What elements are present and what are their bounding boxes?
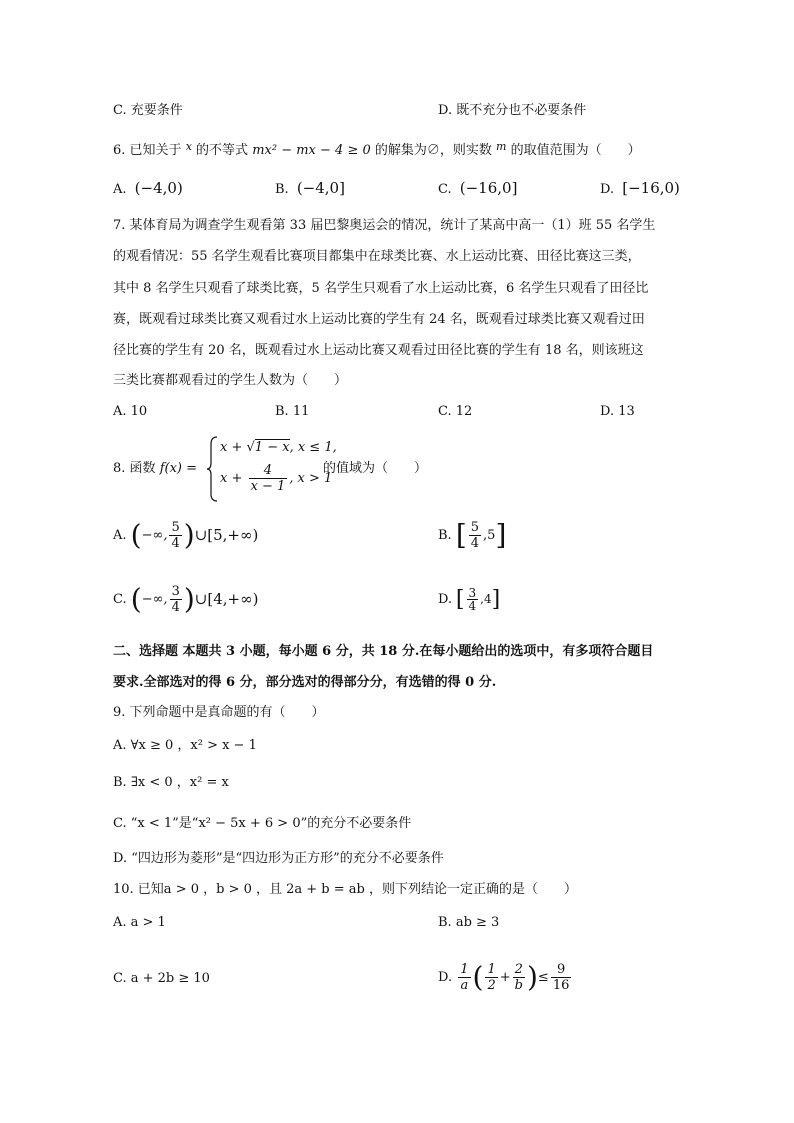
q7-line: 的观看情况：55 名学生观看比赛项目都集中在球类比赛、水上运动比赛、田径比赛这三类， (113, 249, 641, 264)
q8-option-c-right: ∪[4,+∞) (194, 590, 259, 608)
q10-d-n3: 2 (513, 962, 525, 978)
q7-line: 其中 8 名学生只观看了球类比赛，5 名学生只观看了水上运动比赛，6 名学生只观看了田径比 (113, 281, 649, 296)
q6-option-b (275, 179, 345, 199)
q8-case1-b: , x ≤ 1, (289, 440, 337, 455)
q6-prefix: 6. 已知关于 (113, 143, 182, 158)
q8-option-a-right: ∪[5,+∞) (194, 526, 259, 544)
q8-option-d: D. [ $\frac{3}{4}$ ,4] (438, 586, 501, 613)
q8-func: f(x) = (159, 461, 197, 476)
q6-option-c-value: (−16,0] (459, 179, 518, 197)
q8-suffix: 的值域为（ ） (323, 461, 428, 476)
q8-prefix (113, 460, 197, 478)
q7-line: 径比赛的学生有 20 名，既观看过水上运动比赛又观看过田径比赛的学生有 18 名，则该班这 (113, 343, 644, 358)
q6-option-a-label: A. (113, 182, 127, 197)
q8-option-a-left: −∞, (141, 528, 168, 543)
q10-d-le: ≤ (537, 970, 549, 985)
q8-option-d-den: 4 (468, 599, 477, 613)
q8-case1-sqrt: 1 − x (254, 440, 290, 455)
q5-option-c: C. 充要条件 (113, 103, 183, 118)
q9-stem: 9. 下列命题中是真命题的有（ ） (113, 705, 325, 720)
q8-option-c-label: C. (113, 592, 127, 607)
q6-option-c (438, 179, 517, 199)
q8-option-b-den: 4 (470, 536, 480, 551)
q8-case-2 (220, 463, 332, 494)
q9-option-c: C. “x < 1”是“x² − 5x + 6 > 0”的充分不必要条件 (113, 816, 412, 831)
q8-option-b-right: ,5 (483, 528, 496, 543)
q6-inequality: mx² − mx − 4 ≥ 0 (252, 143, 371, 158)
q6-option-b-label: B. (275, 182, 289, 197)
q8-case2-num: 4 (249, 463, 288, 479)
q8-option-d-num: 3 (468, 586, 477, 600)
q6-var-x: x (185, 140, 192, 153)
q10-d-d3: b (514, 978, 523, 993)
q10-d-d1: a (460, 978, 469, 993)
q8-option-c-num: 3 (171, 584, 180, 599)
q7-line: 三类比赛都观看过的学生人数为（ ） (113, 373, 348, 388)
q8-prefix-text: 8. 函数 (113, 461, 156, 476)
q10-d-plus: + (499, 970, 511, 985)
q6-option-a (113, 179, 183, 199)
q10-d-n2: 1 (487, 962, 496, 977)
q6-suffix2: 的取值范围为（ ） (510, 143, 641, 158)
q8-case2-b: , x > 1 (289, 471, 333, 486)
q8-case2-a: x + (220, 471, 247, 486)
q8-option-c: C. (−∞, $\frac{3}{4}$ )∪[4,+∞) (113, 582, 259, 616)
q10-option-d: D. $\frac{1}{a}$ ( $\frac{1}{2}$ + $\frac{2}{b}$ )≤ $\frac{9}{16}$ (438, 960, 570, 994)
q6-var-m: m (496, 140, 507, 153)
q7-option-b: B. 11 (275, 404, 310, 419)
q6-option-c-label: C. (438, 182, 452, 197)
q8-option-c-left: −∞, (141, 592, 168, 607)
q10-option-a: A. a > 1 (113, 915, 166, 930)
q10-d-n4: 9 (551, 962, 572, 978)
q6-option-b-value: (−4,0] (296, 179, 345, 197)
q8-case2-den: x − 1 (250, 479, 286, 494)
q6-suffix1: 的解集为∅，则实数 (374, 143, 492, 158)
section2-heading-line1: 二、选择题 本题共 3 小题，每小题 6 分，共 18 分.在每小题给出的选项中，有多项符合题目 (113, 644, 654, 659)
q10-d-n1: 1 (460, 962, 469, 977)
q6-option-a-value: (−4,0) (134, 179, 183, 197)
q10-option-d-label: D. (438, 970, 453, 985)
q6-mid: 的不等式 (196, 143, 249, 158)
q6-option-d-value: [−16,0) (622, 179, 680, 197)
q7-line: 7. 某体育局为调查学生观看第 33 届巴黎奥运会的情况，统计了某高中高一（1）班 55 名学生 (113, 218, 656, 233)
q8-option-a: A. (−∞, $\frac{5}{4}$ )∪[5,+∞) (113, 518, 259, 552)
q8-option-a-num: 5 (171, 520, 180, 535)
q8-option-b-num: 5 (470, 520, 480, 535)
q7-line: 赛，既观看过球类比赛又观看过水上运动比赛的学生有 24 名，既观看过球类比赛又观看过田 (113, 312, 645, 327)
q10-d-d2: 2 (487, 978, 496, 993)
q10-d-d4: 16 (552, 978, 570, 993)
q8-option-d-label: D. (438, 592, 453, 607)
q9-option-a: A. ∀x ≥ 0 ，x² > x − 1 (113, 738, 257, 753)
q8-option-b-label: B. (438, 528, 452, 543)
q8-option-b: B. [ $\frac{5}{4}$ ,5] (438, 518, 507, 552)
q8-case-1: x + √1 − x, x ≤ 1, (220, 440, 337, 455)
q8-option-c-den: 4 (171, 600, 180, 615)
q10-option-c: C. a + 2b ≥ 10 (113, 971, 210, 986)
q7-option-c: C. 12 (438, 404, 473, 419)
q7-option-a: A. 10 (113, 404, 148, 419)
q9-option-d: D. “四边形为菱形”是“四边形为正方形”的充分不必要条件 (113, 851, 444, 866)
q5-option-d: D. 既不充分也不必要条件 (438, 103, 587, 118)
q6-option-d (600, 179, 680, 199)
q9-option-b: B. ∃x < 0 ，x² = x (113, 775, 229, 790)
q8-option-a-label: A. (113, 528, 127, 543)
q10-stem: 10. 已知a > 0 ，b > 0 ，且 2a + b = ab ，则下列结论一定正确的是（ ） (113, 882, 577, 897)
q8-option-a-den: 4 (171, 536, 180, 551)
q10-option-b: B. ab ≥ 3 (438, 915, 500, 930)
q7-option-d: D. 13 (600, 404, 635, 419)
q8-option-d-right: ,4 (480, 592, 492, 606)
q6-option-d-label: D. (600, 182, 615, 197)
section2-heading-line2: 要求.全部选对的得 6 分，部分选对的得部分分，有选错的得 0 分. (113, 675, 497, 690)
q8-brace (206, 436, 218, 502)
q8-case1-a: x + (220, 440, 247, 455)
q6-stem (113, 138, 641, 160)
